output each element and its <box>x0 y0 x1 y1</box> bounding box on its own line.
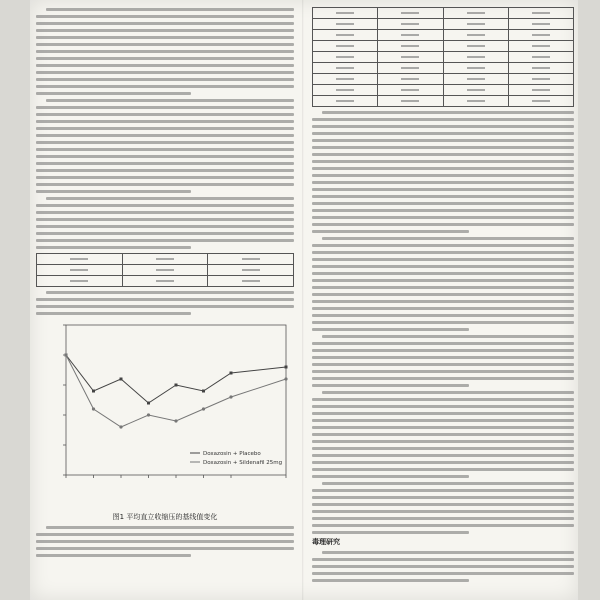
data-point <box>120 378 123 381</box>
table-row <box>313 96 574 107</box>
table-cell <box>122 265 208 276</box>
table-cell <box>313 41 378 52</box>
text-line <box>312 251 574 254</box>
text-line <box>36 204 294 207</box>
table-row <box>313 63 574 74</box>
text-line <box>312 167 574 170</box>
document-page <box>30 0 578 600</box>
text-line <box>36 148 294 151</box>
body-section <box>312 237 574 331</box>
text-line <box>312 174 574 177</box>
table-cell <box>443 85 508 96</box>
text-line <box>312 230 469 233</box>
table-cell <box>508 74 573 85</box>
body-section <box>36 99 294 193</box>
text-line <box>36 22 294 25</box>
text-line <box>322 482 574 485</box>
text-line <box>312 216 574 219</box>
body-section <box>312 335 574 387</box>
table-cell <box>443 30 508 41</box>
table-cell <box>508 96 573 107</box>
figure <box>36 319 294 509</box>
table-cell <box>378 63 443 74</box>
body-section <box>36 291 294 315</box>
table-cell <box>37 276 123 287</box>
text-line <box>322 391 574 394</box>
text-line <box>312 572 574 575</box>
text-line <box>36 547 294 550</box>
text-line <box>312 524 574 527</box>
text-line <box>36 29 294 32</box>
text-line <box>312 139 574 142</box>
text-line <box>36 162 294 165</box>
body-section <box>312 551 574 582</box>
text-line <box>312 489 574 492</box>
text-line <box>312 370 574 373</box>
data-table <box>36 253 294 287</box>
text-line <box>312 531 469 534</box>
text-line <box>36 169 294 172</box>
table-cell <box>443 63 508 74</box>
text-line <box>312 209 574 212</box>
text-line <box>312 419 574 422</box>
text-line <box>312 202 574 205</box>
text-line <box>36 232 294 235</box>
table-cell <box>443 74 508 85</box>
text-line <box>36 92 191 95</box>
text-line <box>312 223 574 226</box>
text-line <box>312 328 469 331</box>
text-line <box>312 405 574 408</box>
text-line <box>312 558 574 561</box>
table-cell <box>508 85 573 96</box>
table-cell <box>208 276 294 287</box>
text-line <box>312 384 469 387</box>
table-row <box>313 8 574 19</box>
table-cell <box>443 41 508 52</box>
text-line <box>36 211 294 214</box>
text-line <box>36 554 191 557</box>
text-line <box>46 197 294 200</box>
text-line <box>312 300 574 303</box>
text-line <box>312 475 469 478</box>
text-line <box>312 321 574 324</box>
table-cell <box>378 96 443 107</box>
top-paragraphs <box>36 8 294 95</box>
table-row <box>313 85 574 96</box>
legend-label: Doxazosin + Sildenafil 25mg <box>203 460 283 466</box>
text-line <box>36 190 191 193</box>
table-cell <box>313 30 378 41</box>
text-line <box>36 85 294 88</box>
text-line <box>36 127 294 130</box>
table-cell <box>37 265 123 276</box>
text-line <box>312 125 574 128</box>
text-line <box>36 50 294 53</box>
table-row <box>37 276 294 287</box>
table-row <box>313 30 574 41</box>
text-line <box>312 188 574 191</box>
text-line <box>322 551 574 554</box>
text-line <box>36 305 294 308</box>
text-line <box>36 120 294 123</box>
table-cell <box>122 254 208 265</box>
table-cell <box>208 265 294 276</box>
text-line <box>36 298 294 301</box>
text-line <box>46 99 294 102</box>
table-cell <box>313 63 378 74</box>
body-section <box>312 482 574 534</box>
section-heading: 毒理研究 <box>312 538 340 546</box>
text-line <box>312 314 574 317</box>
text-line <box>312 181 574 184</box>
table-row <box>313 19 574 30</box>
table-cell <box>122 276 208 287</box>
text-line <box>312 377 574 380</box>
text-line <box>322 237 574 240</box>
table-cell <box>443 96 508 107</box>
text-line <box>36 43 294 46</box>
data-point <box>202 390 205 393</box>
table-cell <box>508 30 573 41</box>
text-line <box>312 447 574 450</box>
data-point <box>202 407 205 410</box>
page-fold <box>302 0 304 600</box>
table-cell <box>378 19 443 30</box>
data-point <box>174 419 177 422</box>
data-point <box>284 377 287 380</box>
table-cell <box>378 52 443 63</box>
text-line <box>322 335 574 338</box>
data-point <box>230 372 233 375</box>
text-line <box>36 312 191 315</box>
table-row <box>37 254 294 265</box>
text-line <box>36 533 294 536</box>
text-line <box>312 440 574 443</box>
figure-caption: 图1 平均直立收缩压的基线值变化 <box>112 513 218 521</box>
data-point <box>175 384 178 387</box>
table-cell <box>208 254 294 265</box>
table-cell <box>37 254 123 265</box>
data-point <box>147 402 150 405</box>
text-line <box>312 279 574 282</box>
text-line <box>312 496 574 499</box>
text-line <box>312 272 574 275</box>
text-line <box>46 526 294 529</box>
data-point <box>229 395 232 398</box>
blood-pressure-chart <box>36 319 294 497</box>
data-point <box>92 407 95 410</box>
text-line <box>312 132 574 135</box>
text-line <box>312 412 574 415</box>
text-line <box>36 78 294 81</box>
table-cell <box>508 41 573 52</box>
text-line <box>36 176 294 179</box>
data-point <box>119 425 122 428</box>
text-line <box>36 134 294 137</box>
table-cell <box>313 19 378 30</box>
text-line <box>36 155 294 158</box>
text-line <box>36 540 294 543</box>
table-row <box>313 41 574 52</box>
right-column <box>312 4 574 586</box>
text-line <box>312 160 574 163</box>
data-point <box>64 353 67 356</box>
text-line <box>36 57 294 60</box>
text-line <box>312 293 574 296</box>
text-line <box>312 468 574 471</box>
text-line <box>36 225 294 228</box>
body-section <box>36 197 294 249</box>
table-row <box>313 52 574 63</box>
text-line <box>312 118 574 121</box>
data-table <box>312 7 574 107</box>
table-cell <box>508 19 573 30</box>
table-row <box>37 265 294 276</box>
text-line <box>312 356 574 359</box>
text-line <box>46 291 294 294</box>
text-line <box>36 113 294 116</box>
series-line <box>66 355 286 427</box>
text-line <box>312 579 469 582</box>
text-line <box>36 36 294 39</box>
table-cell <box>313 85 378 96</box>
table-cell <box>313 74 378 85</box>
text-line <box>312 265 574 268</box>
text-line <box>312 146 574 149</box>
body-section <box>312 391 574 478</box>
table-cell <box>508 63 573 74</box>
table-cell <box>378 30 443 41</box>
table-cell <box>378 85 443 96</box>
text-line <box>36 239 294 242</box>
table-cell <box>508 8 573 19</box>
body-section <box>312 111 574 233</box>
text-line <box>312 258 574 261</box>
text-line <box>312 363 574 366</box>
text-line <box>312 349 574 352</box>
data-point <box>92 390 95 393</box>
text-line <box>36 218 294 221</box>
table-cell <box>508 52 573 63</box>
text-line <box>312 454 574 457</box>
text-line <box>36 15 294 18</box>
text-line <box>312 565 574 568</box>
table-cell <box>378 41 443 52</box>
text-line <box>36 183 294 186</box>
text-line <box>312 398 574 401</box>
text-line <box>36 64 294 67</box>
text-line <box>36 246 191 249</box>
text-line <box>312 153 574 156</box>
text-line <box>312 433 574 436</box>
text-line <box>36 71 294 74</box>
text-line <box>312 503 574 506</box>
legend-label: Doxazosin + Placebo <box>203 451 261 457</box>
text-line <box>312 307 574 310</box>
table-cell <box>313 52 378 63</box>
table-cell <box>443 8 508 19</box>
table-cell <box>313 8 378 19</box>
table-cell <box>378 8 443 19</box>
table-row <box>313 74 574 85</box>
table-cell <box>313 96 378 107</box>
text-line <box>312 426 574 429</box>
text-line <box>312 517 574 520</box>
text-line <box>312 461 574 464</box>
table-cell <box>378 74 443 85</box>
data-point <box>147 413 150 416</box>
text-line <box>36 141 294 144</box>
table-cell <box>443 19 508 30</box>
text-line <box>312 195 574 198</box>
text-line <box>312 510 574 513</box>
text-line <box>36 106 294 109</box>
body-section <box>36 526 294 557</box>
text-line <box>312 244 574 247</box>
text-line <box>46 8 294 11</box>
text-line <box>322 111 574 114</box>
series-line <box>66 355 286 403</box>
text-line <box>312 342 574 345</box>
left-column <box>36 4 294 561</box>
data-point <box>285 366 288 369</box>
text-line <box>312 286 574 289</box>
table-cell <box>443 52 508 63</box>
